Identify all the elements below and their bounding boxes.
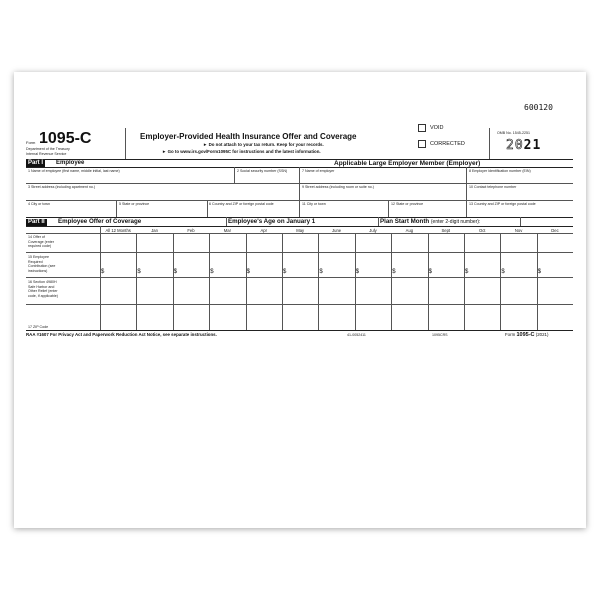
control-number: 600120: [524, 103, 553, 112]
cell-line16-8[interactable]: [392, 278, 426, 303]
field-6-label: 6 Country and ZIP or foreign postal code: [209, 202, 274, 206]
line15-dollar-9: $: [428, 269, 432, 275]
month-header-10: Oct: [478, 228, 486, 233]
line14-label-3: required code): [28, 244, 52, 249]
instruction-1: ► Do not attach to your tax return. Keep for your records.: [203, 142, 324, 147]
footer-form-label: Form: [505, 332, 516, 337]
line15-dollar-12: $: [537, 269, 542, 275]
field-1-label: 1 Name of employee (first name, middle initial, last name): [28, 169, 120, 173]
line15-dollar-7: $: [355, 269, 360, 275]
cell-line14-4[interactable]: [247, 234, 281, 251]
month-header-0: All 12 Months: [105, 228, 131, 233]
line16-label-1: 16 Section 4980H: [28, 280, 57, 284]
field-8-label: 8 Employer identification number (EIN): [469, 169, 531, 173]
line15-label-1: 15 Employee: [28, 255, 49, 259]
cell-line17-8[interactable]: [392, 305, 426, 329]
form-title: Employer-Provided Health Insurance Offer and Coverage: [140, 132, 357, 141]
cell-line17-12[interactable]: [538, 305, 572, 329]
cell-line17-7[interactable]: [356, 305, 390, 329]
line15-dollar-2: $: [173, 269, 178, 275]
cell-line17-9[interactable]: [429, 305, 463, 329]
field-9-label: 9 Street address (including room or suite no.): [302, 185, 374, 189]
line15-dollar-3: $: [210, 269, 214, 275]
line16-label-4: code, if applicable): [28, 293, 58, 298]
line15-label-4: instructions): [28, 268, 48, 273]
cell-line16-4[interactable]: [247, 278, 281, 303]
cell-line14-8[interactable]: [392, 234, 426, 251]
cell-line15-3[interactable]: [210, 253, 244, 276]
part1-div-state2: [388, 200, 389, 217]
cell-line15-7[interactable]: [356, 253, 390, 276]
footer-form-year: (2021): [535, 332, 549, 337]
part1-div-ein: [466, 167, 467, 200]
footer-notice: RAA #1607 For Privacy Act and Paperwork Reduction Act Notice, see separate instructions.: [26, 332, 217, 337]
field-5-label: 5 State or province: [119, 202, 150, 206]
field-12-label: 12 State or province: [391, 202, 424, 206]
header-divider-left: [125, 128, 126, 159]
line15-dollar-6: $: [319, 269, 323, 275]
part1-div-country: [207, 200, 208, 217]
cell-line14-10[interactable]: [465, 234, 499, 251]
cell-line15-2[interactable]: [174, 253, 208, 276]
plan-start-label: [380, 218, 480, 225]
month-header-1: Jan: [151, 228, 158, 233]
cell-line17-0[interactable]: [101, 305, 135, 329]
cell-line17-1[interactable]: [137, 305, 171, 329]
cell-line16-0[interactable]: [101, 278, 135, 303]
omb-number: OMB No. 1545-2251: [497, 131, 530, 135]
line16-label-2: Safe Harbor and: [28, 284, 55, 289]
month-header-6: June: [332, 228, 342, 233]
cell-line16-9[interactable]: [429, 278, 463, 303]
part2-title: Employee Offer of Coverage: [58, 218, 142, 225]
line15-label: [28, 255, 55, 273]
line15-label-2: Required: [28, 259, 43, 264]
footer-form: [505, 332, 548, 338]
cell-line15-10[interactable]: [465, 253, 499, 276]
corrected-checkbox[interactable]: [418, 140, 426, 148]
plan-box-divider: [520, 217, 521, 226]
footer-cat-number: 41-0052411: [347, 333, 366, 337]
part1-top-rule: [26, 159, 573, 160]
cell-line17-11[interactable]: [501, 305, 535, 329]
cell-line16-5[interactable]: [283, 278, 317, 303]
month-header-5: May: [296, 228, 305, 233]
line14-label-2: Coverage (enter: [28, 239, 54, 244]
cell-line15-4[interactable]: [247, 253, 281, 276]
part1-div-country2: [466, 200, 467, 217]
year-prefix: 20: [506, 138, 524, 153]
plan-start-hint: (enter 2-digit number):: [430, 219, 481, 225]
part1-employer-title: Applicable Large Employer Member (Employer): [334, 160, 481, 167]
month-header-7: July: [369, 228, 377, 233]
cell-line14-11[interactable]: [501, 234, 535, 251]
cell-line16-3[interactable]: [210, 278, 244, 303]
line15-dollar-5: $: [283, 269, 287, 275]
instruction-2: ► Go to www.irs.gov/Form1095C for instructions and the latest information.: [162, 149, 321, 154]
line14-label: [28, 235, 54, 249]
form-number: 1095-C: [39, 130, 92, 147]
cell-line16-2[interactable]: [174, 278, 208, 303]
footer-form-number: 1095-C: [516, 332, 535, 338]
line15-dollar-8: $: [392, 269, 396, 275]
cell-line14-12[interactable]: [538, 234, 572, 251]
cell-line15-9[interactable]: [429, 253, 463, 276]
field-11-label: 11 City or town: [302, 202, 326, 206]
age-divider: [226, 217, 227, 226]
cell-line17-5[interactable]: [283, 305, 317, 329]
cell-line15-11[interactable]: [501, 253, 535, 276]
part1-div-state: [116, 200, 117, 217]
corrected-label: CORRECTED: [430, 141, 465, 147]
month-header-9: Sept: [441, 228, 451, 233]
plan-start-title: Plan Start Month: [380, 218, 430, 225]
month-header-12: Dec: [551, 228, 559, 233]
cell-line15-6[interactable]: [319, 253, 353, 276]
form-sheet: [14, 72, 586, 528]
void-checkbox[interactable]: [418, 124, 426, 132]
month-header-4: Apr: [260, 228, 268, 233]
year-suffix: 21: [523, 138, 542, 153]
cell-line16-6[interactable]: [319, 278, 353, 303]
cell-line16-10[interactable]: [465, 278, 499, 303]
line15-dollar-1: $: [137, 269, 141, 275]
cell-line14-1[interactable]: [137, 234, 171, 251]
dept-line2: Internal Revenue Service: [26, 152, 67, 156]
cell-line15-8[interactable]: [392, 253, 426, 276]
footer-code: 1095CRS: [432, 333, 448, 337]
cell-line16-11[interactable]: [501, 278, 535, 303]
cell-line16-7[interactable]: [356, 278, 390, 303]
cell-line15-1[interactable]: [137, 253, 171, 276]
line17-label: 17 ZIP Code: [28, 325, 49, 329]
line15-dollar-10: $: [465, 269, 469, 275]
month-header-11: Nov: [514, 228, 523, 233]
dept-line1: Department of the Treasury: [26, 147, 70, 151]
void-label: VOID: [430, 125, 444, 131]
cell-line14-5[interactable]: [283, 234, 317, 251]
part2-title-rule: [26, 226, 573, 227]
cell-line17-4[interactable]: [247, 305, 281, 329]
cell-line14-9[interactable]: [429, 234, 463, 251]
cell-line17-10[interactable]: [465, 305, 499, 329]
cell-line14-3[interactable]: [210, 234, 244, 251]
month-header-2: Feb: [187, 228, 195, 233]
month-header-3: Mar: [223, 228, 231, 233]
part2-bottom-rule: [26, 330, 573, 331]
cell-line15-5[interactable]: [283, 253, 317, 276]
cell-line14-2[interactable]: [174, 234, 208, 251]
line14-label-1: 14 Offer of: [28, 235, 45, 239]
cell-line16-12[interactable]: [538, 278, 572, 303]
line15-label-3: Contribution (see: [28, 264, 56, 269]
cell-line17-6[interactable]: [319, 305, 353, 329]
field-2-label: 2 Social security number (SSN): [237, 169, 288, 173]
part2-tag: Part II: [28, 219, 45, 225]
part1-center-divider: [299, 167, 300, 217]
field-10-label: 10 Contact telephone number: [469, 185, 517, 189]
cell-line14-0[interactable]: [101, 234, 135, 251]
cell-line17-2[interactable]: [174, 305, 208, 329]
line16-label-3: Other Relief (enter: [28, 289, 58, 294]
field-4-label: 4 City or town: [28, 202, 50, 206]
field-7-label: 7 Name of employer: [302, 169, 335, 173]
cell-line17-3[interactable]: [210, 305, 244, 329]
cell-line15-12[interactable]: [538, 253, 572, 276]
part1-title: Employee: [56, 160, 85, 166]
cell-line14-6[interactable]: [319, 234, 353, 251]
line15-dollar-0: $: [101, 269, 105, 275]
field-13-label: 13 Country and ZIP or foreign postal code: [469, 202, 536, 206]
line15-dollar-4: $: [246, 269, 250, 275]
form-label: Form: [26, 140, 36, 145]
tax-year: [506, 138, 541, 153]
line15-dollar-11: $: [501, 269, 505, 275]
cell-line16-1[interactable]: [137, 278, 171, 303]
part1-div-ssn: [234, 167, 235, 183]
age-label: Employee's Age on January 1: [228, 218, 316, 225]
field-3-label: 3 Street address (including apartment no.): [28, 185, 96, 189]
cell-line14-7[interactable]: [356, 234, 390, 251]
month-header-8: Aug: [405, 228, 414, 233]
header-divider-right: [489, 128, 490, 159]
line16-label: [28, 280, 58, 298]
part1-tag: Part I: [28, 160, 44, 166]
cell-line15-0[interactable]: [101, 253, 135, 276]
plan-divider: [378, 217, 379, 226]
